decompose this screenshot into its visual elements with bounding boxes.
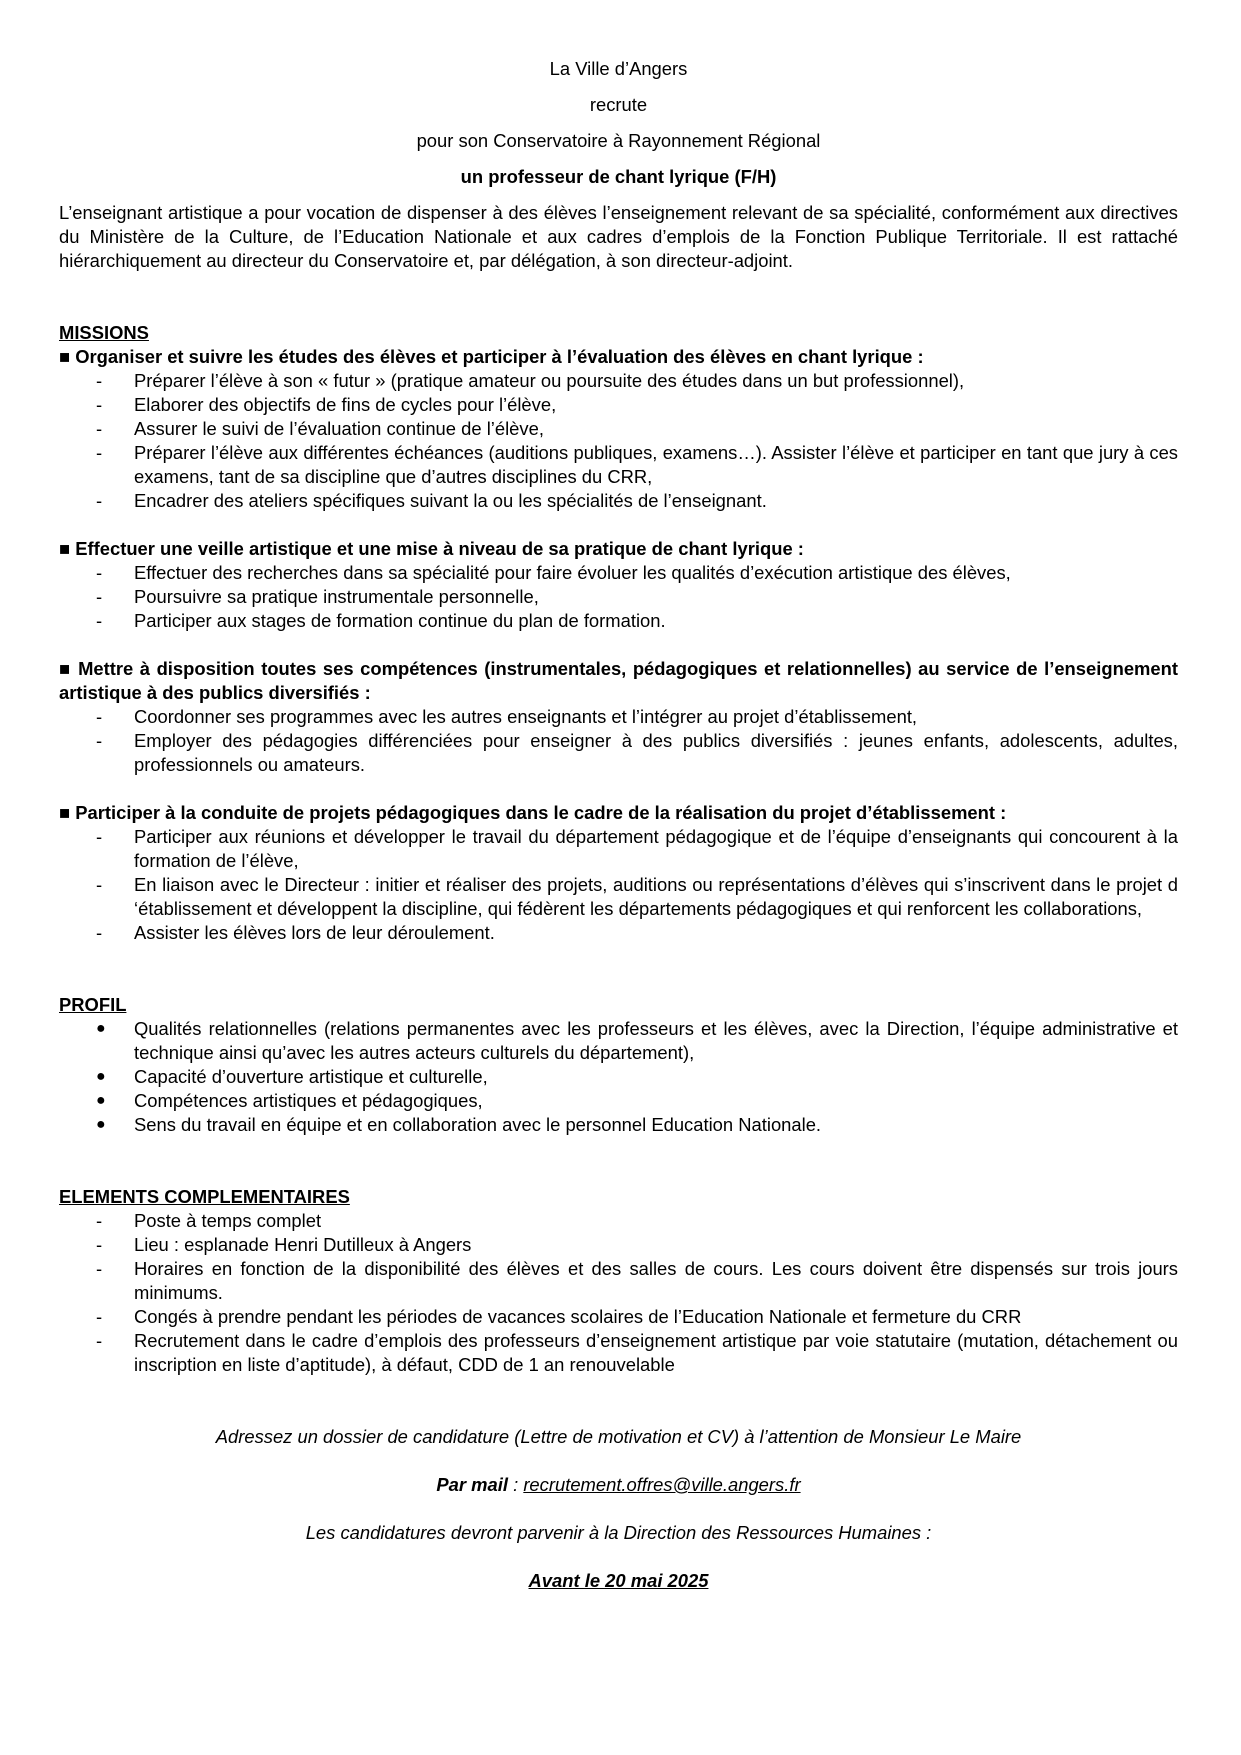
dash-marker: - xyxy=(96,922,103,943)
list-item: - En liaison avec le Directeur : initier et réaliser des projets, auditions ou représentations d’élèves qui s’inscrivent dans le projet d ‘établissement et développent la discipline, qui fédèrent les départements pédagogiques et qui renforcent les collaborations, xyxy=(96,874,1178,919)
list-item: ● Sens du travail en équipe et en collaboration avec le personnel Education Nationale. xyxy=(96,1114,822,1135)
dash-marker: - xyxy=(96,1258,103,1279)
recruits-line: recrute xyxy=(589,94,648,115)
bullet-icon: ● xyxy=(96,1020,106,1037)
list-item: - Lieu : esplanade Henri Dutilleux à Angers xyxy=(96,1234,472,1255)
mission-group-title: ■ Organiser et suivre les études des élèves et participer à l’évaluation des élèves en chant lyrique : xyxy=(59,346,924,367)
list-item: - Employer des pédagogies différenciées pour enseigner à des publics diversifiés : jeunes enfants, adolescents, adultes, professionnels ou amateurs. xyxy=(96,730,1178,775)
dash-marker: - xyxy=(96,826,103,847)
elements-heading: ELEMENTS COMPLEMENTAIRES xyxy=(59,1186,350,1207)
list-item: - Préparer l’élève à son « futur » (pratique amateur ou poursuite des études dans un but professionnel), xyxy=(96,370,965,391)
mail-line: Par mail : recrutement.offres@ville.angers.fr xyxy=(436,1474,801,1495)
document-page xyxy=(59,57,1178,1593)
list-item: - Préparer l’élève aux différentes échéances (auditions publiques, examens…). Assister l’élève et participer en tant que jury à ces examens, tant de sa discipline que d’autres disciplines du CRR, xyxy=(96,442,1178,487)
list-item: - Poste à temps complet xyxy=(96,1210,322,1231)
profil-heading: PROFIL xyxy=(59,994,127,1015)
list-item: - Assurer le suivi de l’évaluation continue de l’élève, xyxy=(96,418,544,439)
mail-label: Par mail xyxy=(436,1474,508,1495)
list-item: ● Qualités relationnelles (relations permanentes avec les professeurs et les élèves, avec la Direction, l’équipe administrative et technique ainsi qu’avec les autres acteurs culturels du département), xyxy=(96,1018,1178,1063)
bullet-icon: ● xyxy=(96,1092,106,1109)
elements-list xyxy=(59,1209,1178,1377)
list-item: ● Compétences artistiques et pédagogiques, xyxy=(96,1090,483,1111)
job-title: un professeur de chant lyrique (F/H) xyxy=(460,166,777,187)
dash-marker: - xyxy=(96,1330,103,1351)
list-item: - Horaires en fonction de la disponibilité des élèves et des salles de cours. Les cours doivent être dispensés sur trois jours minimums. xyxy=(96,1258,1178,1303)
list-item: - Elaborer des objectifs de fins de cycles pour l’élève, xyxy=(96,394,557,415)
employer-name: La Ville d’Angers xyxy=(549,58,688,79)
dash-marker: - xyxy=(96,562,103,583)
organization-line: pour son Conservatoire à Rayonnement Régional xyxy=(416,130,821,151)
dash-marker: - xyxy=(96,370,103,391)
mission-group-title: ■ Participer à la conduite de projets pédagogiques dans le cadre de la réalisation du projet d’établissement : xyxy=(59,802,1007,823)
list-item: - Participer aux stages de formation continue du plan de formation. xyxy=(96,610,666,631)
dash-marker: - xyxy=(96,586,103,607)
dash-marker: - xyxy=(96,1210,103,1231)
list-item: ● Capacité d’ouverture artistique et culturelle, xyxy=(96,1066,488,1087)
dash-marker: - xyxy=(96,490,103,511)
mission-group-title: ■ Mettre à disposition toutes ses compétences (instrumentales, pédagogiques et relationnelles) au service de l’enseignement artistique à des publics diversifiés : xyxy=(59,658,1178,703)
dash-marker: - xyxy=(96,442,103,463)
mission-list xyxy=(59,825,1178,945)
dash-marker: - xyxy=(96,706,103,727)
dash-marker: - xyxy=(96,730,103,751)
intro-paragraph: L’enseignant artistique a pour vocation de dispenser à des élèves l’enseignement relevant de sa spécialité, conformément aux directives du Ministère de la Culture, de l’Education Nationale et aux cadres d’emplois de la Fonction Publique Territoriale. Il est rattaché hiérarchiquement au directeur du Conservatoire et, par délégation, à son directeur-adjoint. xyxy=(59,202,1178,271)
list-item: - Effectuer des recherches dans sa spécialité pour faire évoluer les qualités d’exécution artistique des élèves, xyxy=(96,562,1011,583)
bullet-icon: ● xyxy=(96,1068,106,1085)
bullet-icon: ● xyxy=(96,1116,106,1133)
mission-group-title: ■ Effectuer une veille artistique et une mise à niveau de sa pratique de chant lyrique : xyxy=(59,538,804,559)
dash-marker: - xyxy=(96,610,103,631)
dash-marker: - xyxy=(96,874,103,895)
list-item: - Encadrer des ateliers spécifiques suivant la ou les spécialités de l’enseignant. xyxy=(96,490,767,511)
mission-list xyxy=(59,561,1178,633)
list-item: - Participer aux réunions et développer le travail du département pédagogique et de l’équipe d’enseignants qui concourent à la formation de l’élève, xyxy=(96,826,1178,871)
mission-list xyxy=(59,369,1178,513)
list-item: - Poursuivre sa pratique instrumentale personnelle, xyxy=(96,586,539,607)
dash-marker: - xyxy=(96,1234,103,1255)
list-item: - Recrutement dans le cadre d’emplois des professeurs d’enseignement artistique par voie statutaire (mutation, détachement ou inscription en liste d’aptitude), à défaut, CDD de 1 an renouvelable xyxy=(96,1330,1178,1375)
missions-heading: MISSIONS xyxy=(59,322,149,343)
email-link[interactable]: recrutement.offres@ville.angers.fr xyxy=(523,1474,801,1495)
application-instructions: Adressez un dossier de candidature (Lettre de motivation et CV) à l’attention de Monsieur Le Maire xyxy=(215,1426,1022,1447)
dash-marker: - xyxy=(96,418,103,439)
dash-marker: - xyxy=(96,394,103,415)
list-item: - Coordonner ses programmes avec les autres enseignants et l’intégrer au projet d’établissement, xyxy=(96,706,918,727)
dash-marker: - xyxy=(96,1306,103,1327)
deadline-intro: Les candidatures devront parvenir à la Direction des Ressources Humaines : xyxy=(305,1522,932,1543)
list-item: - Assister les élèves lors de leur déroulement. xyxy=(96,922,495,943)
list-item: - Congés à prendre pendant les périodes de vacances scolaires de l’Education Nationale et fermeture du CRR xyxy=(96,1306,1022,1327)
profil-list xyxy=(59,1017,1178,1137)
mission-list xyxy=(59,705,1178,777)
deadline-date: Avant le 20 mai 2025 xyxy=(528,1570,709,1591)
